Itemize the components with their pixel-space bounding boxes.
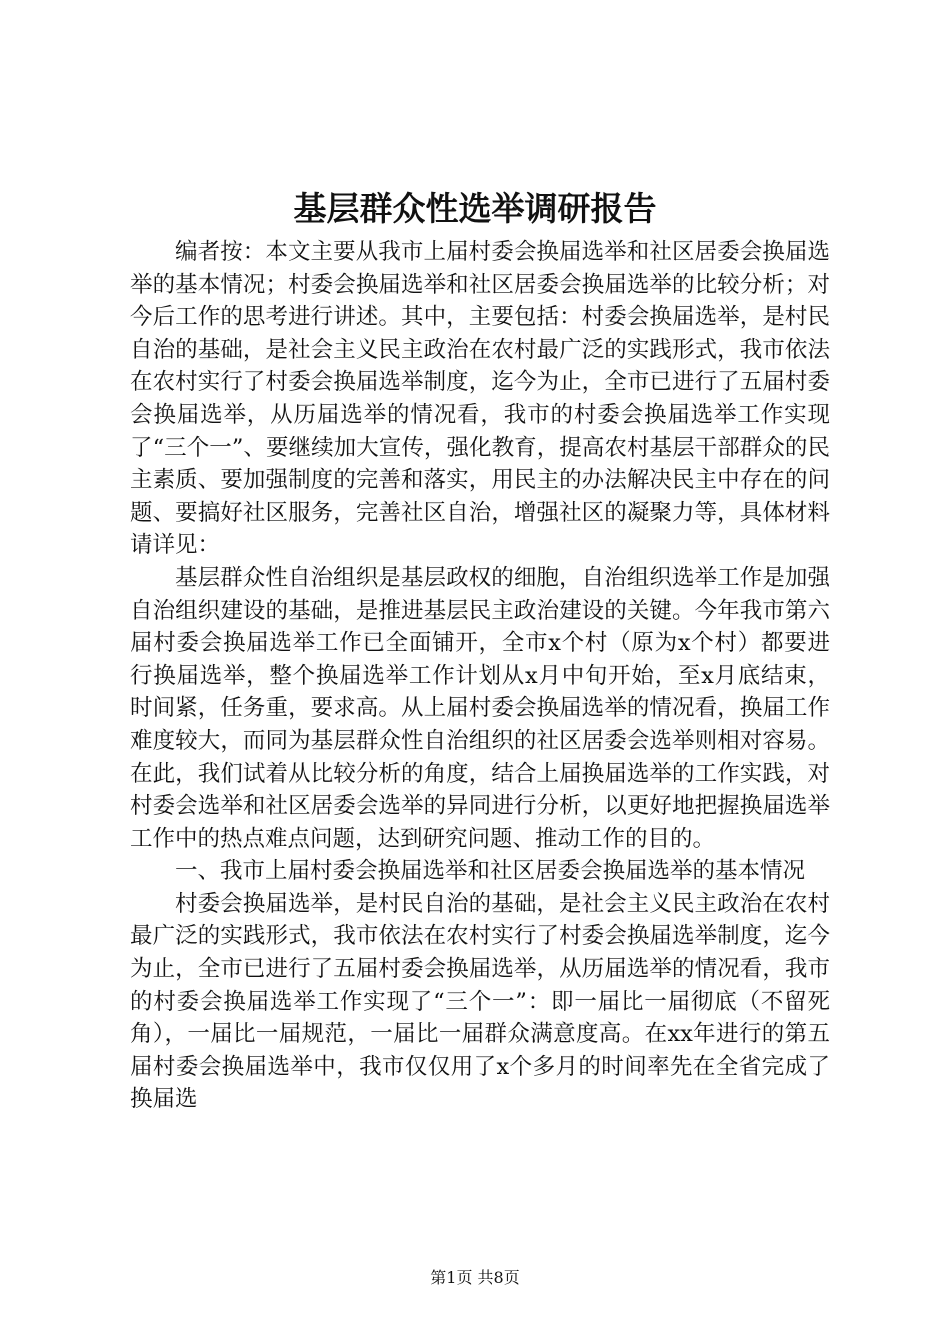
- document-body: [130, 236, 830, 1116]
- section-paragraph: 村委会换届选举，是村民自治的基础，是社会主义民主政治在农村最广泛的实践形式，我市依法在农村实行了村委会换届选举制度，迄今为止，全市已进行了五届村委会换届选举，从历届选举的情况看，我市的村委会换届选举工作实现了“三个一”：即一届比一届彻底（不留死角），一届比一届规范，一届比一届群众满意度高。在xx年进行的第五届村委会换届选举中，我市仅仅用了x个多月的时间率先在全省完成了换届选: [130, 890, 830, 1113]
- document-title: 基层群众性选举调研报告: [293, 189, 657, 228]
- intro-paragraph: 基层群众性自治组织是基层政权的细胞，自治组织选举工作是加强自治组织建设的基础，是推进基层民主政治建设的关键。今年我市第六届村委会换届选举工作已全面铺开，全市x个村（原为x个村）都要进行换届选举，整个换届选举工作计划从x月中旬开始，至x月底结束，时间紧，任务重，要求高。从上届村委会换届选举的情况看，换届工作难度较大，而同为基层群众性自治组织的社区居委会选举则相对容易。在此，我们试着从比较分析的角度，结合上届换届选举的工作实践，对村委会选举和社区居委会选举的异同进行分析，以更好地把握换届选举工作中的热点难点问题，达到研究问题、推动工作的目的。: [130, 564, 830, 852]
- editor-note-paragraph: 编者按：本文主要从我市上届村委会换届选举和社区居委会换届选举的基本情况；村委会换届选举和社区居委会换届选举的比较分析；对今后工作的思考进行讲述。其中，主要包括：村委会换届选举，是村民自治的基础，是社会主义民主政治在农村最广泛的实践形式，我市依法在农村实行了村委会换届选举制度，迄今为止，全市已进行了五届村委会换届选举，从历届选举的情况看，我市的村委会换届选举工作实现了“三个一”、要继续加大宣传，强化教育，提高农村基层干部群众的民主素质、要加强制度的完善和落实，用民主的办法解决民主中存在的问题、要搞好社区服务，完善社区自治，增强社区的凝聚力等，具体材料请详见：: [130, 239, 830, 559]
- section-heading: 一、我市上届村委会换届选举和社区居委会换届选举的基本情况: [175, 858, 806, 885]
- page-number-footer: 第1页 共8页: [430, 1268, 520, 1287]
